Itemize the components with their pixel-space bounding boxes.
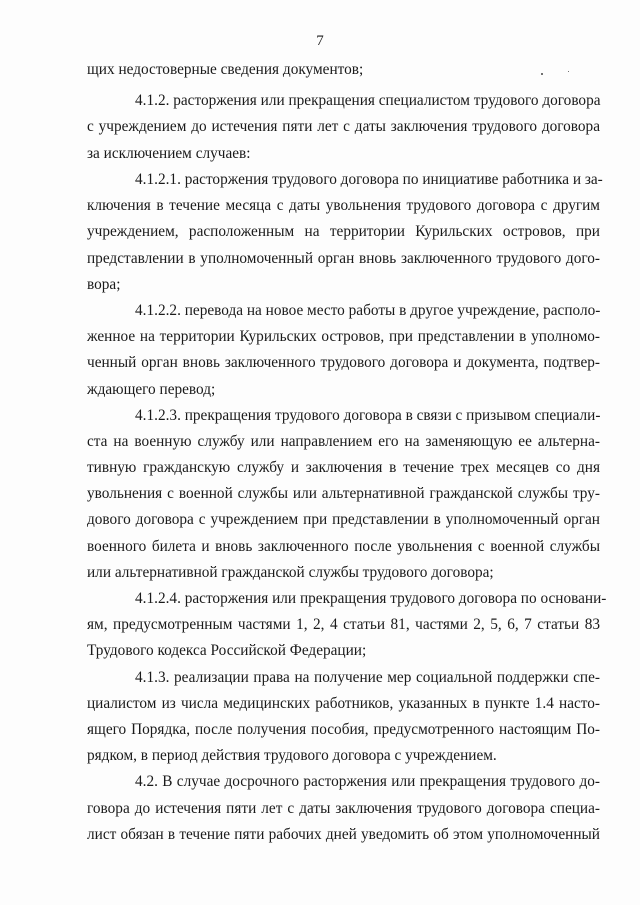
text-line: или альтернативной гражданской службы трудового договора; (87, 564, 494, 581)
scan-speck (568, 71, 569, 72)
text-line: Трудового кодекса Российской Федерации; (87, 642, 367, 659)
text-line: ждающего перевод; (87, 381, 216, 398)
text-line: ящего Порядка, после получения пособия, предусмотренного настоящим По- (87, 721, 600, 738)
text-line: тивную гражданскую службу и заключения в течение трех месяцев со дня (87, 459, 600, 476)
text-line: рядком, в период действия трудового договора с учреждением. (87, 747, 497, 764)
text-line: ям, предусмотренным частями 1, 2, 4 статьи 81, частями 2, 5, 6, 7 статьи 83 (87, 616, 600, 633)
text-line: лист обязан в течение пяти рабочих дней уведомить об этом уполномоченный (87, 826, 600, 843)
text-line: военного билета и вновь заключенного после увольнения с военной службы (87, 538, 600, 555)
text-line: 4.1.2.4. расторжения или прекращения трудового договора по основани- (135, 590, 607, 607)
text-line: ключения в течение месяца с даты увольнения трудового договора с другим (87, 197, 600, 214)
text-line: увольнения с военной службы или альтернативной гражданской службы тру- (87, 485, 600, 502)
text-line: говора до истечения пяти лет с даты заключения трудового договора специа- (87, 800, 600, 817)
page-number: 7 (316, 33, 324, 49)
text-line: 4.2. В случае досрочного расторжения или прекращения трудового до- (135, 773, 600, 790)
text-line: за исключением случаев: (87, 145, 251, 162)
text-line: 4.1.2.2. перевода на новое место работы в другое учреждение, располо- (135, 302, 601, 319)
text-line: учреждением, расположенным на территории Курильских островов, при (87, 223, 600, 240)
text-line: щих недостоверные сведения документов; (87, 61, 364, 78)
text-line: 4.1.3. реализации права на получение мер социальной поддержки спе- (135, 669, 600, 686)
text-line: дового договора с учреждением при представлении в уполномоченный орган (87, 511, 600, 528)
text-line: с учреждением до истечения пяти лет с даты заключения трудового договора (87, 118, 600, 135)
scan-speck (541, 73, 543, 75)
text-line: 4.1.2.3. прекращения трудового договора в связи с призывом специали- (135, 407, 601, 424)
text-line: женное на территории Курильских островов, при представлении в уполномо- (87, 328, 600, 345)
text-line: вора; (87, 276, 121, 293)
text-line: представлении в уполномоченный орган вновь заключенного трудового дого- (87, 250, 600, 267)
text-line: циалистом из числа медицинских работников, указанных в пункте 1.4 насто- (87, 695, 600, 712)
text-line: ченный орган вновь заключенного трудового договора и документа, подтвер- (87, 354, 600, 371)
text-line: 4.1.2.1. расторжения трудового договора по инициативе работника и за- (135, 171, 603, 188)
text-line: 4.1.2. расторжения или прекращения специалистом трудового договора (135, 92, 601, 109)
text-line: ста на военную службу или направлением его на заменяющую ее альтерна- (87, 433, 600, 450)
